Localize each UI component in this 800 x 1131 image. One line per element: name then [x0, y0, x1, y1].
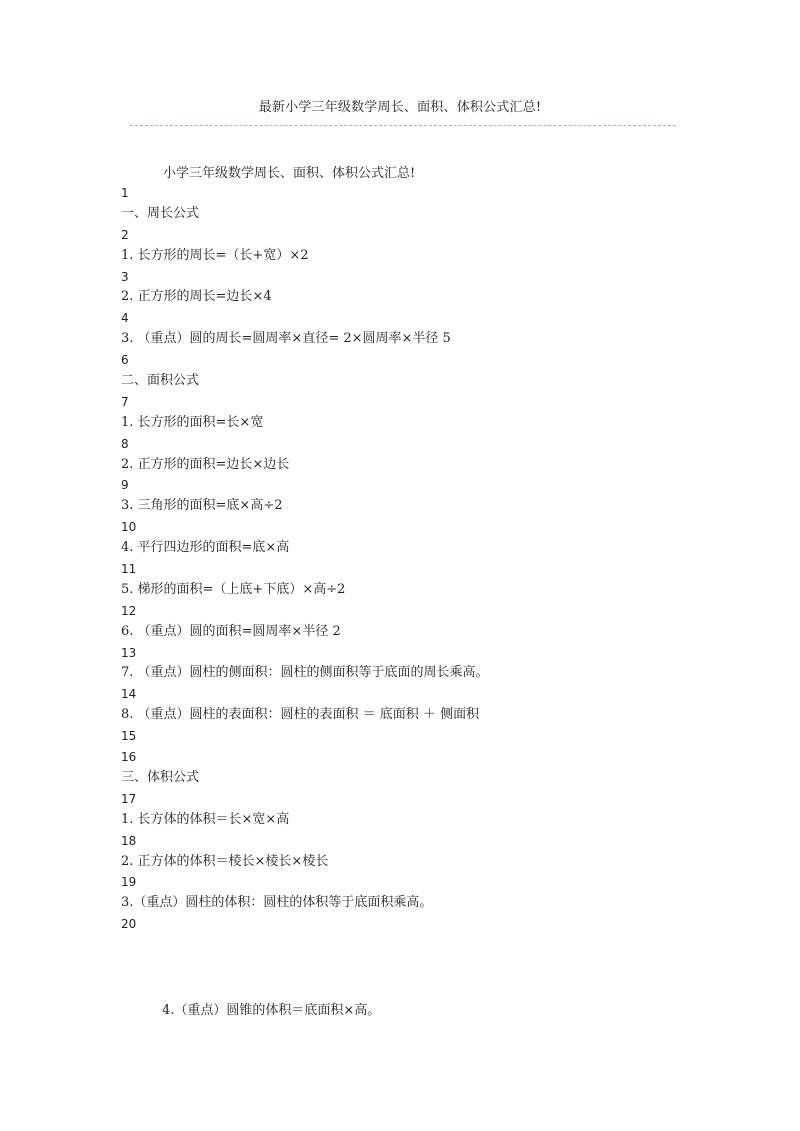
formula-line: 7. （重点）圆柱的侧面积：圆柱的侧面积等于底面的周长乘高。 [121, 665, 489, 681]
line-number: 15 [121, 729, 137, 744]
formula-line: 2. 正方体的体积＝棱长×棱长×棱长 [121, 853, 329, 869]
line-number: 11 [121, 562, 137, 577]
line-number: 14 [121, 687, 137, 702]
formula-list [121, 183, 721, 935]
title-dashed-divider [130, 125, 676, 126]
formula-line: 1. 长方体的体积＝长×宽×高 [121, 811, 290, 827]
line-number: 19 [121, 875, 137, 890]
line-number: 12 [121, 603, 137, 618]
formula-line: 一、周长公式 [121, 205, 200, 221]
document-subtitle: 小学三年级数学周长、面积、体积公式汇总! [163, 166, 416, 181]
line-number: 1 [121, 186, 129, 200]
formula-line: 2. 正方形的面积=边长×边长 [121, 456, 290, 472]
formula-line: 3. 三角形的面积=底×高÷2 [121, 498, 283, 514]
formula-line: 1. 长方形的周长=（长+宽）×2 [121, 247, 309, 263]
formula-line: 6. （重点）圆的面积=圆周率×半径 2 [121, 623, 341, 639]
line-number: 8 [121, 436, 129, 451]
cone-volume-line: 4.（重点）圆锥的体积＝底面积×高。 [162, 1003, 381, 1018]
line-number: 18 [121, 833, 137, 848]
formula-line: 二、面积公式 [121, 373, 200, 389]
line-number: 9 [121, 478, 129, 493]
formula-line: 8. （重点）圆柱的表面积：圆柱的表面积 ＝ 底面积 ＋ 侧面积 [121, 707, 480, 723]
line-number: 17 [121, 791, 137, 806]
line-number: 6 [121, 353, 129, 368]
formula-line: 4. 平行四边形的面积=底×高 [121, 540, 290, 556]
line-number: 20 [121, 917, 137, 932]
line-number: 16 [121, 750, 137, 765]
formula-line: 1. 长方形的面积=长×宽 [121, 414, 264, 430]
line-number: 2 [121, 227, 129, 242]
formula-line: 2. 正方形的周长=边长×4 [121, 289, 272, 305]
document-title: 最新小学三年级数学周长、面积、体积公式汇总! [258, 100, 542, 115]
formula-line: 三、体积公式 [121, 769, 200, 785]
line-number: 10 [121, 520, 137, 535]
formula-line: 5. 梯形的面积=（上底+下底）×高÷2 [121, 581, 346, 597]
formula-line: 3.（重点）圆柱的体积：圆柱的体积等于底面积乘高。 [121, 895, 433, 911]
line-number: 4 [121, 311, 129, 326]
line-number: 13 [121, 645, 137, 660]
line-number: 3 [121, 269, 129, 284]
line-number: 7 [121, 394, 129, 409]
formula-line: 3. （重点）圆的周长=圆周率×直径= 2×圆周率×半径 5 [121, 331, 451, 347]
